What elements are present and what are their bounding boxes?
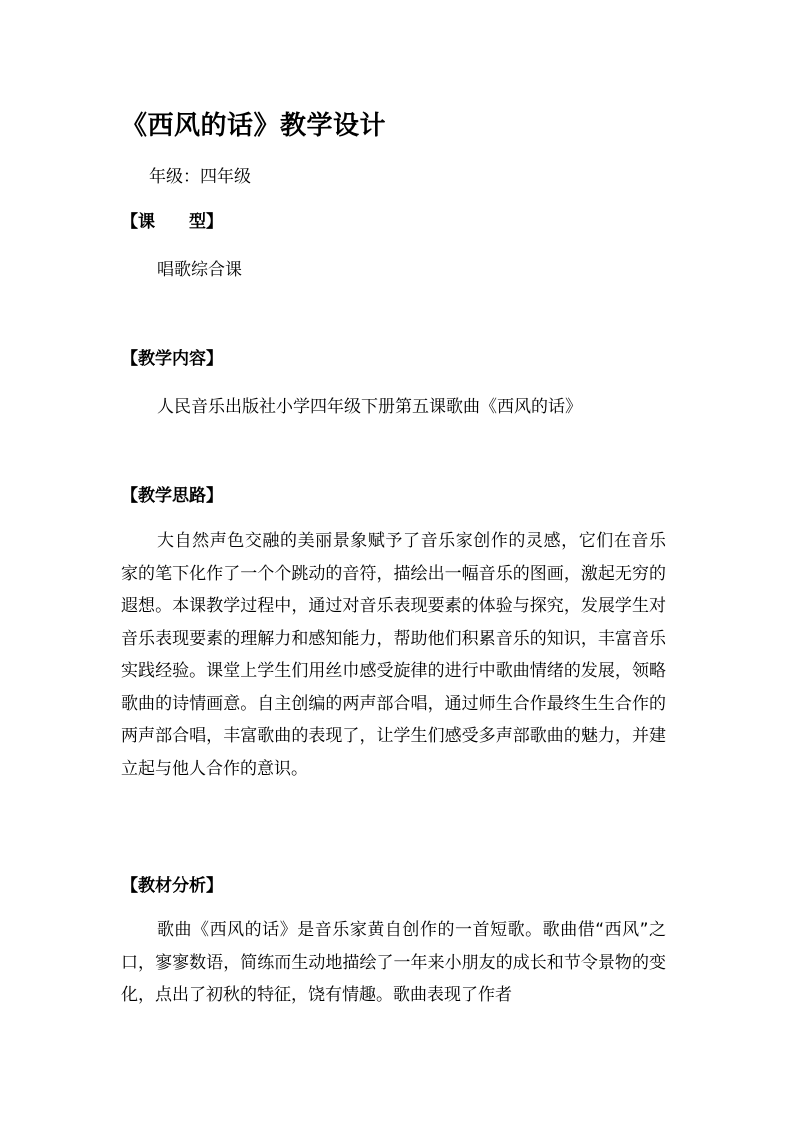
section-heading-lesson-type: 【课 型】 — [121, 212, 223, 232]
section-heading-teaching-content: 【教学内容】 — [121, 349, 223, 369]
section-heading-teaching-idea: 【教学思路】 — [121, 486, 223, 506]
teaching-idea-paragraph: 大自然声色交融的美丽景象赋予了音乐家创作的灵感，它们在音乐家的笔下化作了一个个跳动的音符，描绘出一幅音乐的图画，激起无穷的遐想。本课教学过程中，通过对音乐表现要素的体验与探究，发展学生对音乐表现要素的理解力和感知能力，帮助他们积累音乐的知识，丰富音乐实践经验。课堂上学生们用丝巾感受旋律的进行中歌曲情绪的发展，领略歌曲的诗情画意。自主创编的两声部合唱，通过师生合作最终生生合作的两声部合唱，丰富歌曲的表现了，让学生们感受多声部歌曲的魅力，并建立起与他人合作的意识。 — [121, 531, 666, 779]
section-heading-material-analysis: 【教材分析】 — [121, 876, 223, 896]
lesson-type-text: 唱歌综合课 — [157, 260, 242, 280]
grade-line: 年级：四年级 — [149, 167, 251, 187]
document-title: 《西风的话》教学设计 — [121, 111, 387, 141]
teaching-content-text: 人民音乐出版社小学四年级下册第五课歌曲《西风的话》 — [157, 397, 582, 417]
material-analysis-paragraph: 歌曲《西风的话》是音乐家黄自创作的一首短歌。歌曲借“西风”之口，寥寥数语，简练而生动地描绘了一年来小朋友的成长和节令景物的变化，点出了初秋的特征，饶有情趣。歌曲表现了作者 — [121, 920, 666, 1005]
